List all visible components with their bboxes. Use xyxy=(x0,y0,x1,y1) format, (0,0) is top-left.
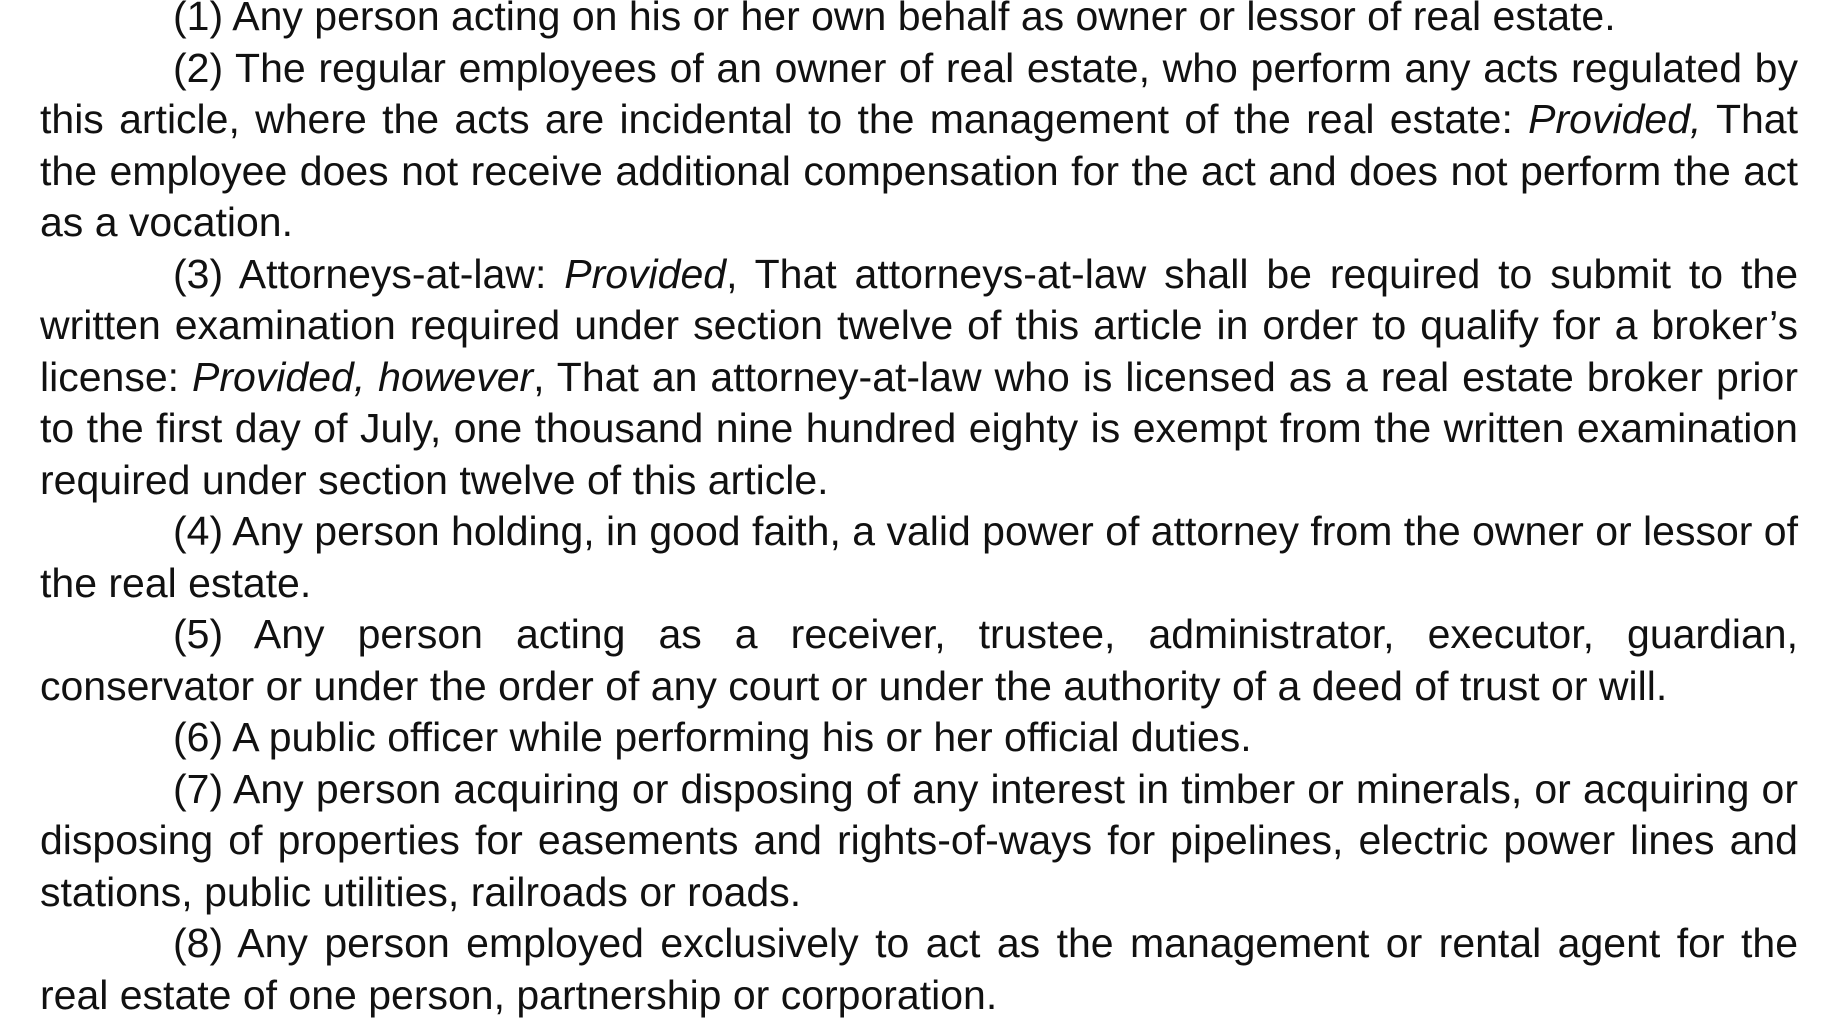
document-body xyxy=(40,0,1798,1021)
paragraph-6-text: (6) A public officer while performing his or her official duties. xyxy=(173,714,1252,760)
paragraph-7-text: (7) Any person acquiring or disposing of any interest in timber or minerals, or acquiring or disposing of properties for easements and rights-of-ways for pipelines, electric power lines and stations, public utilities, railroads or roads. xyxy=(40,765,1798,915)
paragraph-2-proviso: Provided, xyxy=(1528,96,1702,142)
paragraph-3-text-b: , That attorneys-at-law shall be required to submit to the written examination required under section twelve of this article in order to qualify for a broker’s license: xyxy=(40,250,1798,400)
paragraph-2 xyxy=(40,43,1798,249)
paragraph-3-proviso: Provided xyxy=(564,250,727,297)
paragraph-5-text: (5) Any person acting as a receiver, trustee, administrator, executor, guardian, conservator or under the order of any court or under the authority of a deed of trust or will. xyxy=(40,611,1798,709)
paragraph-8 xyxy=(40,918,1798,1021)
paragraph-1 xyxy=(40,0,1798,43)
paragraph-3-proviso-however: Provided, however xyxy=(192,353,534,400)
paragraph-3-text-a: (3) Attorneys-at-law: xyxy=(173,250,565,297)
paragraph-5 xyxy=(40,609,1798,712)
paragraph-3-text-c: , That an attorney-at-law who is licensed as a real estate broker prior to the first day of July, one thousand nine hundred eighty is exempt from the written examination required under section twelve of this article. xyxy=(40,353,1798,503)
paragraph-3 xyxy=(40,249,1798,507)
paragraph-2-text-a: (2) The regular employees of an owner of real estate, who perform any acts regulated by this article, where the acts are incidental to the management of the real estate: xyxy=(40,44,1798,142)
paragraph-2-text-b: That the employee does not receive additional compensation for the act and does not perform the act as a vocation. xyxy=(40,96,1798,245)
paragraph-1-text: (1) Any person acting on his or her own behalf as owner or lessor of real estate. xyxy=(173,0,1616,39)
paragraph-6 xyxy=(40,712,1798,764)
paragraph-4 xyxy=(40,506,1798,609)
paragraph-8-text: (8) Any person employed exclusively to act as the management or rental agent for the real estate of one person, partnership or corporation. xyxy=(40,920,1798,1018)
paragraph-4-text: (4) Any person holding, in good faith, a valid power of attorney from the owner or lessor of the real estate. xyxy=(40,508,1798,606)
paragraph-7 xyxy=(40,764,1798,919)
